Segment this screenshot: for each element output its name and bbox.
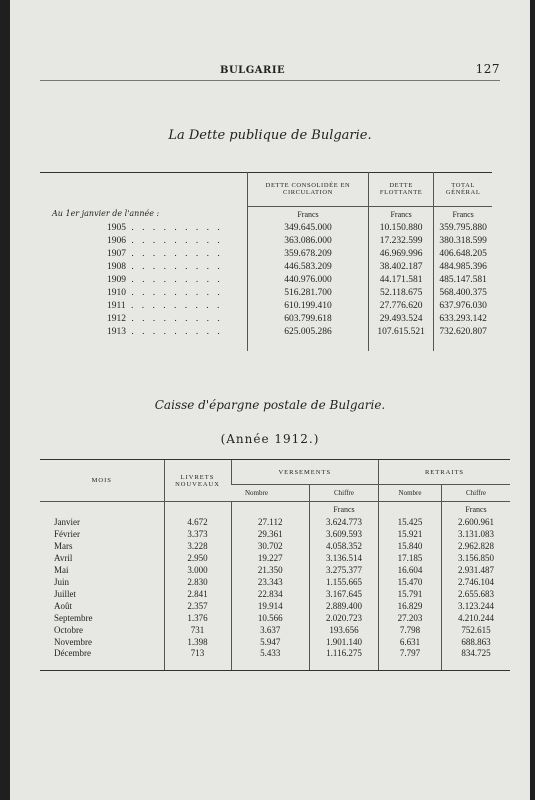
books-cell: 1.398 — [164, 636, 231, 648]
books-cell: 3.373 — [164, 528, 231, 540]
deposit-number-cell: 27.112 — [231, 516, 310, 528]
month-cell — [40, 552, 164, 564]
savings-table — [40, 459, 510, 671]
sub-amount: Chiffre — [310, 485, 379, 502]
books-cell: 2.841 — [164, 588, 231, 600]
total-cell: 359.795.880 — [434, 221, 492, 234]
savings-row — [40, 552, 510, 564]
year-cell: 1911 . . . . . . . . . — [107, 300, 223, 311]
withdrawal-amount-cell: 2.962.828 — [442, 540, 511, 552]
savings-row — [40, 648, 510, 671]
consolidated-cell: 603.799.618 — [248, 312, 369, 325]
floating-cell: 38.402.187 — [369, 260, 434, 273]
month-cell — [40, 612, 164, 624]
unit-label: Francs — [310, 502, 379, 517]
withdrawal-number-cell: 17.185 — [379, 552, 442, 564]
withdrawal-amount-cell: 2.600.961 — [442, 516, 511, 528]
withdrawal-number-cell: 15.425 — [379, 516, 442, 528]
month-label: Juin — [54, 577, 70, 587]
deposit-number-cell: 23.343 — [231, 576, 310, 588]
month-cell — [40, 636, 164, 648]
year-label: 1905 — [107, 222, 126, 233]
deposit-amount-cell: 3.275.377 — [310, 564, 379, 576]
debt-row — [52, 312, 492, 325]
consolidated-cell: 446.583.209 — [248, 260, 369, 273]
deposit-amount-cell: 3.624.773 — [310, 516, 379, 528]
savings-row — [40, 564, 510, 576]
books-cell: 731 — [164, 624, 231, 636]
deposit-amount-cell: 2.020.723 — [310, 612, 379, 624]
month-cell — [40, 540, 164, 552]
row-intro: Au 1er janvier de l'année : — [52, 209, 160, 219]
year-cell: 1909 . . . . . . . . . — [107, 274, 223, 285]
debt-row — [52, 234, 492, 247]
deposit-number-cell: 5.947 — [231, 636, 310, 648]
month-label: Mai — [54, 565, 69, 575]
debt-row — [52, 260, 492, 273]
year-cell: 1908 . . . . . . . . . — [107, 261, 223, 272]
deposit-number-cell: 3.637 — [231, 624, 310, 636]
unit-label: Francs — [434, 207, 492, 222]
deposit-number-cell: 29.361 — [231, 528, 310, 540]
floating-cell: 46.969.996 — [369, 247, 434, 260]
deposit-number-cell: 21.350 — [231, 564, 310, 576]
year-label: 1906 — [107, 235, 126, 246]
withdrawal-number-cell: 15.921 — [379, 528, 442, 540]
month-cell — [40, 648, 164, 671]
month-label: Mars — [54, 541, 73, 551]
month-label: Avril — [54, 553, 73, 563]
deposit-number-cell: 22.834 — [231, 588, 310, 600]
month-label: Février — [54, 529, 80, 539]
floating-cell: 17.232.599 — [369, 234, 434, 247]
deposit-number-cell: 30.702 — [231, 540, 310, 552]
withdrawal-number-cell: 16.829 — [379, 600, 442, 612]
total-cell: 406.648.205 — [434, 247, 492, 260]
year-cell: 1906 . . . . . . . . . — [107, 235, 223, 246]
deposit-number-cell: 19.914 — [231, 600, 310, 612]
withdrawal-amount-cell: 2.931.487 — [442, 564, 511, 576]
debt-table — [52, 172, 492, 351]
consolidated-cell: 349.645.000 — [248, 221, 369, 234]
total-cell: 637.976.030 — [434, 299, 492, 312]
sub-number: Nombre — [231, 485, 310, 502]
floating-cell: 44.171.581 — [369, 273, 434, 286]
books-cell: 2.950 — [164, 552, 231, 564]
year-cell: 1907 . . . . . . . . . — [107, 248, 223, 259]
col-floating: DETTE FLOTTANTE — [369, 172, 434, 207]
debt-row — [52, 247, 492, 260]
deposit-amount-cell: 3.136.514 — [310, 552, 379, 564]
total-cell: 732.620.807 — [434, 325, 492, 338]
deposit-number-cell: 5.433 — [231, 648, 310, 671]
book-page — [10, 0, 530, 800]
month-label: Janvier — [54, 517, 80, 527]
withdrawal-number-cell: 27.203 — [379, 612, 442, 624]
savings-row — [40, 612, 510, 624]
month-label: Juillet — [54, 589, 76, 599]
savings-row — [40, 600, 510, 612]
page-number: 127 — [475, 62, 500, 76]
col-consolidated: DETTE CONSOLIDÉE EN CIRCULATION — [248, 172, 369, 207]
deposit-amount-cell: 3.167.645 — [310, 588, 379, 600]
year-label: 1910 — [107, 287, 126, 298]
sub-amount: Chiffre — [442, 485, 511, 502]
col-deposits: VERSEMENTS — [231, 460, 379, 485]
withdrawal-amount-cell: 4.210.244 — [442, 612, 511, 624]
year-cell: 1905 . . . . . . . . . — [107, 222, 223, 233]
withdrawal-amount-cell: 3.131.083 — [442, 528, 511, 540]
consolidated-cell: 610.199.410 — [248, 299, 369, 312]
books-cell: 4.672 — [164, 516, 231, 528]
month-label: Septembre — [54, 613, 93, 623]
floating-cell: 107.615.521 — [369, 325, 434, 338]
consolidated-cell: 440.976.000 — [248, 273, 369, 286]
total-cell: 485.147.581 — [434, 273, 492, 286]
books-cell: 713 — [164, 648, 231, 671]
month-cell — [40, 600, 164, 612]
withdrawal-amount-cell: 752.615 — [442, 624, 511, 636]
header-rule — [40, 80, 500, 81]
month-cell — [40, 528, 164, 540]
deposit-amount-cell: 1.155.665 — [310, 576, 379, 588]
consolidated-cell: 625.005.286 — [248, 325, 369, 338]
consolidated-cell: 359.678.209 — [248, 247, 369, 260]
withdrawal-amount-cell: 2.655.683 — [442, 588, 511, 600]
col-new-books: LIVRETS NOUVEAUX — [164, 460, 231, 502]
floating-cell: 10.150.880 — [369, 221, 434, 234]
deposit-amount-cell: 2.889.400 — [310, 600, 379, 612]
savings-row — [40, 636, 510, 648]
deposit-amount-cell: 3.609.593 — [310, 528, 379, 540]
total-cell: 380.318.599 — [434, 234, 492, 247]
year-label: 1907 — [107, 248, 126, 259]
month-label: Décembre — [54, 648, 91, 658]
deposit-amount-cell: 193.656 — [310, 624, 379, 636]
withdrawal-number-cell: 15.840 — [379, 540, 442, 552]
withdrawal-number-cell: 6.631 — [379, 636, 442, 648]
withdrawal-amount-cell: 688.863 — [442, 636, 511, 648]
books-cell: 3.228 — [164, 540, 231, 552]
savings-row — [40, 540, 510, 552]
savings-row — [40, 528, 510, 540]
month-cell — [40, 624, 164, 636]
savings-subtitle: (Année 1912.) — [220, 432, 320, 446]
debt-title: La Dette publique de Bulgarie. — [168, 128, 372, 143]
books-cell: 2.357 — [164, 600, 231, 612]
floating-cell: 29.493.524 — [369, 312, 434, 325]
consolidated-cell: 516.281.700 — [248, 286, 369, 299]
unit-label: Francs — [442, 502, 511, 517]
total-cell: 484.985.396 — [434, 260, 492, 273]
savings-title: Caisse d'épargne postale de Bulgarie. — [154, 398, 386, 412]
withdrawal-number-cell: 7.797 — [379, 648, 442, 671]
debt-row — [52, 221, 492, 234]
year-label: 1911 — [107, 300, 126, 311]
year-cell: 1912 . . . . . . . . . — [107, 313, 223, 324]
books-cell: 1.376 — [164, 612, 231, 624]
running-head-title: BULGARIE — [220, 65, 286, 76]
col-month: MOIS — [40, 460, 164, 502]
consolidated-cell: 363.086.000 — [248, 234, 369, 247]
withdrawal-amount-cell: 834.725 — [442, 648, 511, 671]
year-cell: 1910 . . . . . . . . . — [107, 287, 223, 298]
total-cell: 568.400.375 — [434, 286, 492, 299]
month-label: Août — [54, 601, 72, 611]
savings-row — [40, 624, 510, 636]
floating-cell: 27.776.620 — [369, 299, 434, 312]
month-label: Octobre — [54, 625, 83, 635]
month-cell — [40, 588, 164, 600]
debt-row — [52, 325, 492, 338]
col-total: TOTAL GÉNÉRAL — [434, 172, 492, 207]
withdrawal-number-cell: 16.604 — [379, 564, 442, 576]
debt-row — [52, 273, 492, 286]
month-cell — [40, 576, 164, 588]
year-cell: 1913 . . . . . . . . . — [107, 326, 223, 337]
year-label: 1912 — [107, 313, 126, 324]
debt-row — [52, 299, 492, 312]
year-label: 1909 — [107, 274, 126, 285]
withdrawal-number-cell: 15.791 — [379, 588, 442, 600]
year-label: 1913 — [107, 326, 126, 337]
year-label: 1908 — [107, 261, 126, 272]
savings-row — [40, 516, 510, 528]
total-cell: 633.293.142 — [434, 312, 492, 325]
month-cell — [40, 516, 164, 528]
books-cell: 2.830 — [164, 576, 231, 588]
books-cell: 3.000 — [164, 564, 231, 576]
deposit-number-cell: 19.227 — [231, 552, 310, 564]
deposit-amount-cell: 1.116.275 — [310, 648, 379, 671]
running-head — [10, 62, 530, 78]
withdrawal-amount-cell: 2.746.104 — [442, 576, 511, 588]
deposit-number-cell: 10.566 — [231, 612, 310, 624]
unit-label: Francs — [248, 207, 369, 222]
month-label: Novembre — [54, 637, 92, 647]
withdrawal-amount-cell: 3.156.850 — [442, 552, 511, 564]
savings-row — [40, 576, 510, 588]
col-withdrawals: RETRAITS — [379, 460, 511, 485]
debt-row — [52, 286, 492, 299]
floating-cell: 52.118.675 — [369, 286, 434, 299]
withdrawal-amount-cell: 3.123.244 — [442, 600, 511, 612]
deposit-amount-cell: 4.058.352 — [310, 540, 379, 552]
deposit-amount-cell: 1.901.140 — [310, 636, 379, 648]
withdrawal-number-cell: 7.798 — [379, 624, 442, 636]
month-cell — [40, 564, 164, 576]
withdrawal-number-cell: 15.470 — [379, 576, 442, 588]
unit-label: Francs — [369, 207, 434, 222]
sub-number: Nombre — [379, 485, 442, 502]
savings-row — [40, 588, 510, 600]
